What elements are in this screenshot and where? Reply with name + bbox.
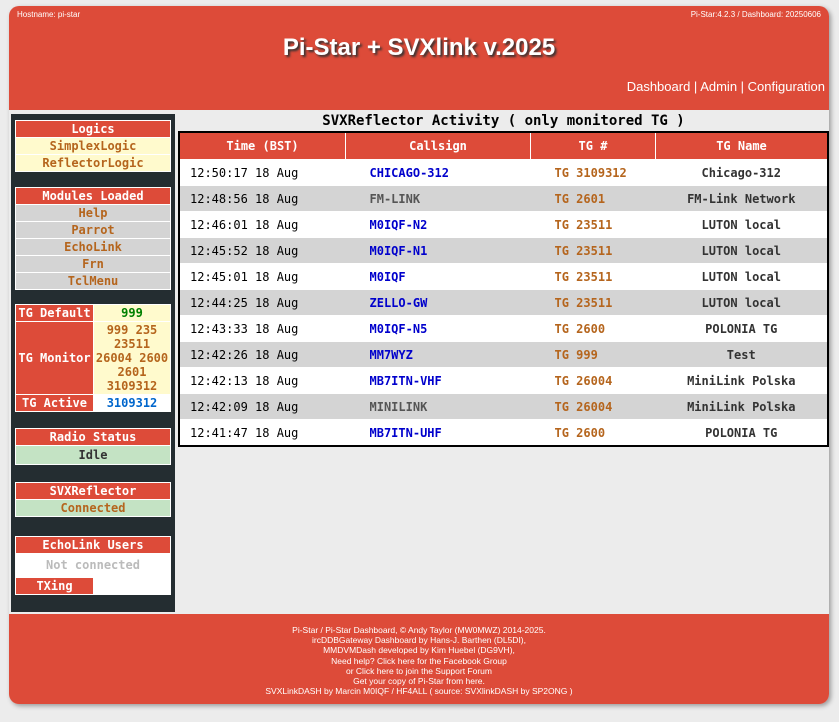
txing-row xyxy=(15,577,171,595)
modules-box xyxy=(15,187,171,290)
tg-table xyxy=(15,304,171,412)
module-item-frn: Frn xyxy=(15,256,171,273)
tg-cell: TG 2601 xyxy=(531,186,656,212)
tg-cell: TG 23511 xyxy=(531,212,656,238)
activity-title: SVXReflector Activity ( only monitored TG ) xyxy=(322,113,685,129)
version-label: Pi-Star:4.2.3 / Dashboard: 20250606 xyxy=(690,10,821,19)
table-row xyxy=(179,186,828,212)
callsign-cell[interactable]: CHICAGO-312 xyxy=(346,160,531,186)
time-cell: 12:45:52 18 Aug xyxy=(179,238,346,264)
activity-table xyxy=(178,131,829,447)
activity-table-body xyxy=(179,160,828,447)
tg-active-value: 3109312 xyxy=(94,395,171,412)
tg-monitor-label: TG Monitor xyxy=(16,322,94,395)
tgname-cell: POLONIA TG xyxy=(656,316,829,342)
nav-dashboard-link[interactable]: Dashboard xyxy=(626,79,691,94)
tgname-cell: MiniLink Polska xyxy=(656,368,829,394)
nav-links xyxy=(627,79,825,94)
tg-cell: TG 2600 xyxy=(531,420,656,447)
hostname-label: Hostname: pi-star xyxy=(17,10,81,19)
callsign-cell[interactable]: ZELLO-GW xyxy=(346,290,531,316)
callsign-cell[interactable]: MB7ITN-VHF xyxy=(346,368,531,394)
tgname-cell: POLONIA TG xyxy=(656,420,829,447)
txing-value xyxy=(94,578,171,595)
dashboard-frame xyxy=(9,6,829,704)
table-row xyxy=(179,420,828,447)
time-cell: 12:42:26 18 Aug xyxy=(179,342,346,368)
column-header-callsign: Callsign xyxy=(346,132,531,160)
time-cell: 12:50:17 18 Aug xyxy=(179,160,346,186)
tg-monitor-value: 999 235 23511 26004 2600 2601 3109312 xyxy=(94,322,171,395)
module-item-tclmenu: TclMenu xyxy=(15,273,171,290)
time-cell: 12:45:01 18 Aug xyxy=(179,264,346,290)
tg-active-label: TG Active xyxy=(16,395,94,412)
tg-default-value: 999 xyxy=(94,305,171,322)
callsign-cell[interactable]: M0IQF xyxy=(346,264,531,290)
nav-separator: | xyxy=(737,79,748,94)
page-title: Pi-Star + SVXlink v.2025 xyxy=(282,34,556,61)
table-row xyxy=(179,160,828,186)
callsign-cell[interactable]: MB7ITN-UHF xyxy=(346,420,531,447)
tgname-cell: LUTON local xyxy=(656,290,829,316)
table-row xyxy=(179,264,828,290)
tg-default-label: TG Default xyxy=(16,305,94,322)
main-content xyxy=(178,111,829,613)
nav-configuration-link[interactable]: Configuration xyxy=(747,79,825,94)
tgname-cell: LUTON local xyxy=(656,264,829,290)
svxreflector-box xyxy=(15,482,171,517)
tg-cell: TG 999 xyxy=(531,342,656,368)
echolink-users-box xyxy=(15,536,171,595)
radio-status-box xyxy=(15,428,171,465)
logic-item: ReflectorLogic xyxy=(15,155,171,172)
tgname-cell: LUTON local xyxy=(656,212,829,238)
tg-cell: TG 26004 xyxy=(531,394,656,420)
column-header-tg: TG # xyxy=(531,132,656,160)
tgname-cell: Chicago-312 xyxy=(656,160,829,186)
tg-cell: TG 2600 xyxy=(531,316,656,342)
echolink-status: Not connected xyxy=(15,554,171,577)
table-row xyxy=(179,342,828,368)
logics-title: Logics xyxy=(15,120,171,138)
footer-line: Pi-Star / Pi-Star Dashboard, © Andy Taylor (MW0MWZ) 2014-2025. xyxy=(292,625,546,635)
table-row xyxy=(179,212,828,238)
table-row xyxy=(179,238,828,264)
tgname-cell: MiniLink Polska xyxy=(656,394,829,420)
callsign-cell: FM-LINK xyxy=(346,186,531,212)
table-row xyxy=(179,290,828,316)
footer-line: Get your copy of Pi-Star from here. xyxy=(353,676,485,687)
echolink-users-title: EchoLink Users xyxy=(15,536,171,554)
time-cell: 12:46:01 18 Aug xyxy=(179,212,346,238)
tgname-cell: LUTON local xyxy=(656,238,829,264)
sidebar xyxy=(11,114,175,612)
time-cell: 12:44:25 18 Aug xyxy=(179,290,346,316)
time-cell: 12:42:13 18 Aug xyxy=(179,368,346,394)
footer-line: MMDVMDash developed by Kim Huebel (DG9VH), xyxy=(323,645,515,656)
callsign-cell[interactable]: M0IQF-N2 xyxy=(346,212,531,238)
callsign-cell: MINILINK xyxy=(346,394,531,420)
nav-separator: | xyxy=(690,79,701,94)
column-header-time: Time (BST) xyxy=(179,132,346,160)
tgname-cell: FM-Link Network xyxy=(656,186,829,212)
svxreflector-status: Connected xyxy=(15,500,171,517)
footer xyxy=(9,614,829,704)
table-row xyxy=(179,316,828,342)
module-item-echolink: EchoLink xyxy=(15,239,171,256)
time-cell: 12:42:09 18 Aug xyxy=(179,394,346,420)
svxreflector-title: SVXReflector xyxy=(15,482,171,500)
tg-cell: TG 23511 xyxy=(531,290,656,316)
nav-admin-link[interactable]: Admin xyxy=(700,79,738,94)
tg-cell: TG 26004 xyxy=(531,368,656,394)
table-row xyxy=(179,368,828,394)
txing-label: TXing xyxy=(16,578,94,595)
footer-text xyxy=(9,614,829,696)
time-cell: 12:48:56 18 Aug xyxy=(179,186,346,212)
callsign-cell[interactable]: M0IQF-N5 xyxy=(346,316,531,342)
tgname-cell: Test xyxy=(656,342,829,368)
time-cell: 12:41:47 18 Aug xyxy=(179,420,346,447)
tg-box xyxy=(15,304,171,412)
tg-cell: TG 23511 xyxy=(531,238,656,264)
tg-cell: TG 23511 xyxy=(531,264,656,290)
callsign-cell[interactable]: MM7WYZ xyxy=(346,342,531,368)
module-item-parrot: Parrot xyxy=(15,222,171,239)
time-cell: 12:43:33 18 Aug xyxy=(179,316,346,342)
radio-status-title: Radio Status xyxy=(15,428,171,446)
footer-line: SVXLinkDASH by Marcin M0IQF / HF4ALL ( source: SVXlinkDASH by SP2ONG ) xyxy=(265,686,573,697)
header xyxy=(9,6,829,110)
table-row xyxy=(179,394,828,420)
footer-line: ircDDBGateway Dashboard by Hans-J. Barthen (DL5DI), xyxy=(312,635,526,646)
logics-box xyxy=(15,120,171,172)
column-header-tgname: TG Name xyxy=(656,132,829,160)
footer-line: Need help? Click here for the Facebook Group xyxy=(331,655,507,666)
module-item-help: Help xyxy=(15,205,171,222)
tg-cell: TG 3109312 xyxy=(531,160,656,186)
logic-item: SimplexLogic xyxy=(15,138,171,155)
callsign-cell[interactable]: M0IQF-N1 xyxy=(346,238,531,264)
footer-line: or Click here to join the Support Forum xyxy=(346,665,492,676)
radio-status-value: Idle xyxy=(15,446,171,465)
modules-title: Modules Loaded xyxy=(15,187,171,205)
